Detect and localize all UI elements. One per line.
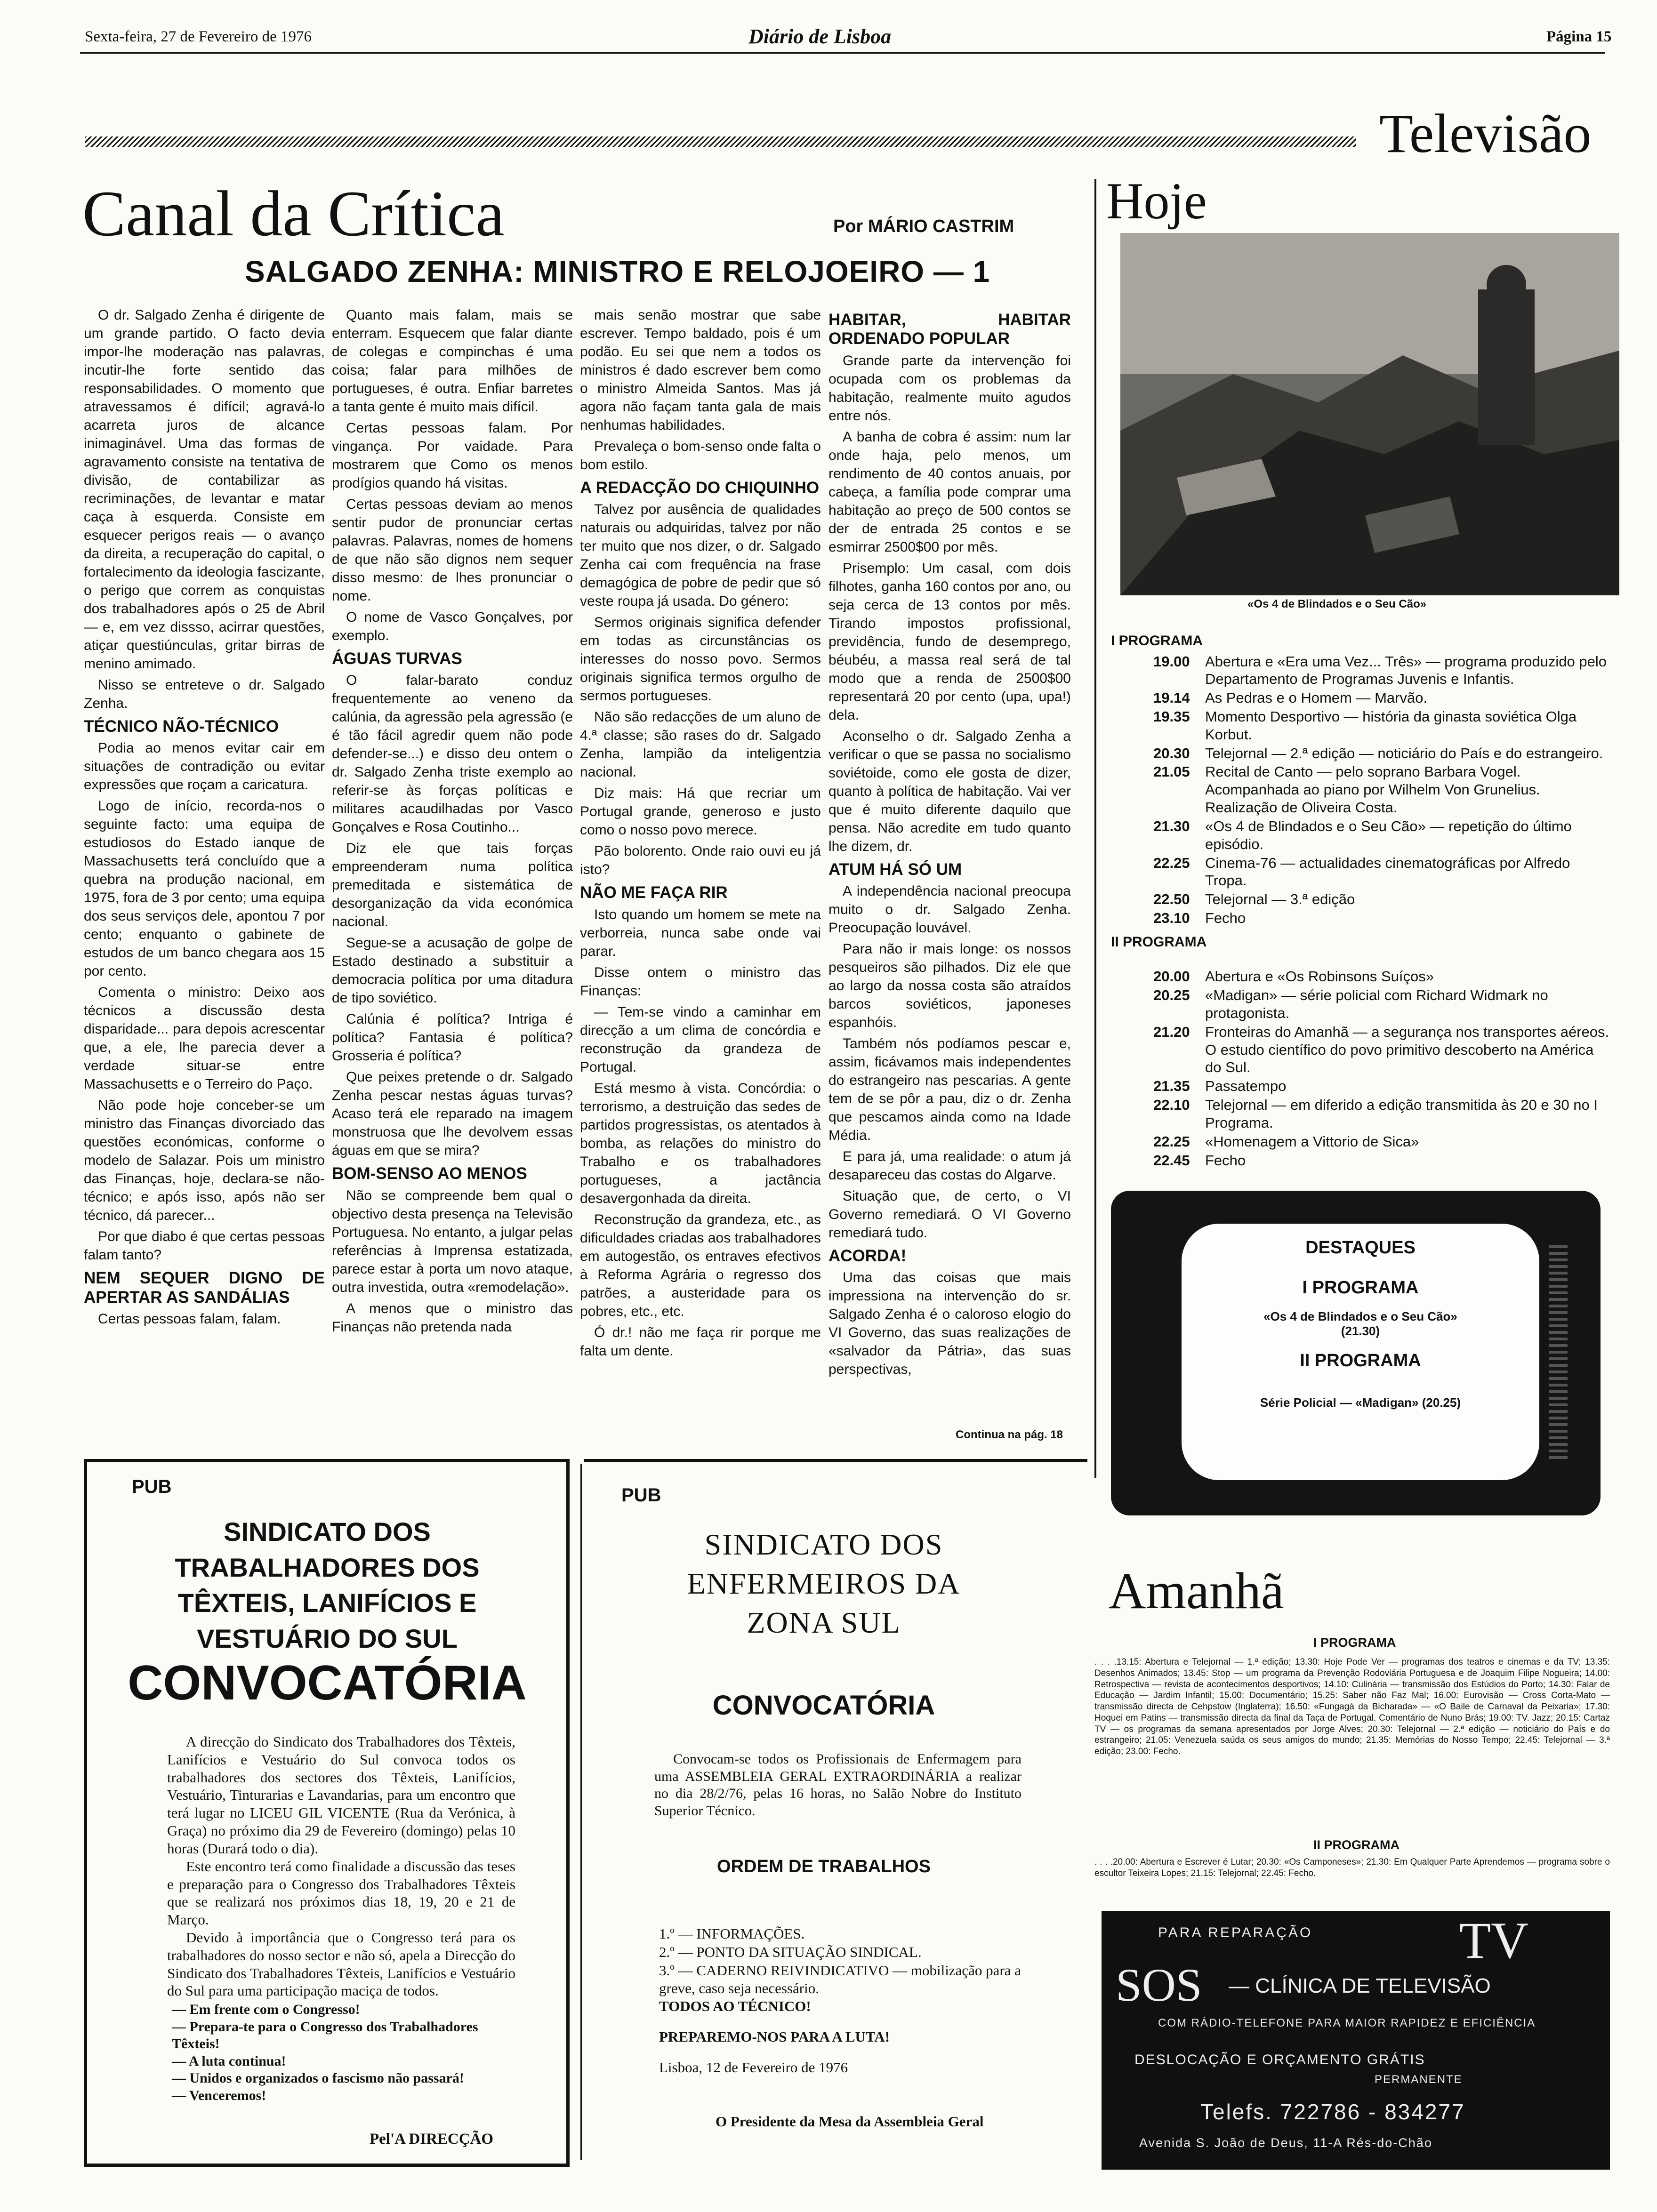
slogan: — Unidos e organizados o fascismo não passará!: [172, 2070, 464, 2086]
slogan: — A luta continua!: [172, 2053, 286, 2069]
paragraph: Também nós podíamos pescar e, assim, ficávamos mais independentes do estrangeiro nas pescarias. A gente tem de se pôr a pau, diz o dr. Zenha que pescamos ainda como na Idade Média.: [828, 1035, 1071, 1143]
schedule-row: [1153, 1096, 1610, 1132]
paragraph: Diz mais: Há que recriar um Portugal grande, generoso e justo como o nosso povo merece.: [580, 785, 821, 838]
header-rule: [80, 52, 1605, 54]
paragraph: Talvez por ausência de qualidades naturais ou adquiridas, talvez por não ter muito que nos dizer, o dr. Salgado Zenha cai com frequência na frase demagógica de pobre de pedir que só veste roupa já usada. Do género:: [580, 502, 821, 609]
paragraph: Prisemplo: Um casal, com dois filhotes, ganha 160 contos por ano, ou seja cerca de 13 contos por mês. Tirando impostos profissional, previdência, fundo de desemprego, béubéu, a massa real será de tal modo que a renda de 2500$00 representará 20 por cento (upa, upa!) dela.: [828, 560, 1071, 723]
schedule-programme: Momento Desportivo — história da ginasta soviética Olga Korbut.: [1205, 708, 1577, 743]
paragraph: Prevaleça o bom-senso onde falta o bom estilo.: [580, 439, 821, 473]
tomorrow-p1-label: I PROGRAMA: [1313, 1635, 1396, 1650]
textile-slogans: [172, 2001, 520, 2105]
schedule-programme: Telejornal — 2.ª edição — noticiário do País e do estrangeiro.: [1205, 745, 1603, 761]
nurses-ordem: ORDEM DE TRABALHOS: [717, 1857, 931, 1876]
subheading: A REDACÇÃO DO CHIQUINHO: [580, 479, 820, 497]
schedule-programme: Telejornal — 3.ª edição: [1205, 891, 1355, 908]
destaques-p1-time: (21.30): [1341, 1324, 1380, 1338]
slogan: — Prepara-te para o Congresso dos Trabalhadores Têxteis!: [172, 2019, 478, 2052]
paragraph: Reconstrução da grandeza, etc., as dificuldades criadas aos trabalhadores em autogestão, os entraves efectivos à Reforma Agrária o regresso dos patrões, a austeridade para os pobres, etc., etc.: [580, 1211, 821, 1319]
subheading: ACORDA!: [828, 1246, 907, 1265]
paragraph: Comenta o ministro: Deixo aos técnicos a discussão desta disparidade... para depois acrescentar que, a ele, lhe parecia dever a verdade situar-se entre Massachusetts e o Terreiro do Paço.: [84, 985, 325, 1092]
destaques-p2: II PROGRAMA: [1300, 1351, 1421, 1370]
article-column-3: [580, 306, 821, 1431]
repair-line4: DESLOCAÇÃO E ORÇAMENTO GRÁTIS: [1134, 2052, 1425, 2068]
schedule-time: 21.20: [1153, 1023, 1190, 1040]
nurses-pub: PUB: [621, 1485, 661, 1506]
paragraph: Pão bolorento. Onde raio ouvi eu já isto?: [580, 843, 821, 878]
schedule-programme: Telejornal — em diferido a edição transmitida às 20 e 30 no I Programa.: [1205, 1097, 1598, 1131]
repair-line1: PARA REPARAÇÃO: [1158, 1925, 1313, 1940]
programme-two-label: II PROGRAMA: [1111, 934, 1207, 950]
schedule-row: [1153, 745, 1610, 762]
paragraph: Uma das coisas que mais impressiona na intervenção do sr. Salgado Zenha é o caloroso elogio do VI Governo, das suas realizações de «salvador da Pátria», das suas perspectivas,: [828, 1270, 1071, 1377]
paragraph: Grande parte da intervenção foi ocupada com os problemas da habitação, realmente muito agudos entre nós.: [828, 353, 1071, 424]
paragraph: mais senão mostrar que sabe escrever. Tempo baldado, pois é um podão. Eu sei que nem a todos os ministros é dado escrever bem como o ministro Almeida Santos. Mas já agora não façam tanta gala de mais nenhumas habilidades.: [580, 307, 821, 433]
schedule-row: [1153, 1152, 1610, 1170]
schedule-time: 21.30: [1153, 817, 1190, 834]
schedule-programme: Fecho: [1205, 909, 1246, 926]
schedule-programme: Fecho: [1205, 1152, 1246, 1169]
schedule-time: 22.45: [1153, 1152, 1190, 1169]
paragraph: Certas pessoas deviam ao menos sentir pudor de pronunciar certas palavras. Palavras, nomes de homens de que não são dignos nem sequer disso mesmo: de lhes pronunciar o nome.: [332, 497, 573, 604]
schedule-time: 21.35: [1153, 1078, 1190, 1095]
paragraph: Certas pessoas falam. Por vingança. Por vaidade. Para mostrarem que Como os menos prodígios quando há visitas.: [332, 420, 573, 491]
nurses-top-rule: [584, 1459, 1087, 1462]
subheading: TÉCNICO NÃO-TÉCNICO: [84, 717, 279, 736]
paragraph: Podia ao menos evitar cair em situações de contradição ou evitar expressões que roçam a caricatura.: [84, 740, 325, 793]
textile-pub: PUB: [132, 1476, 172, 1497]
schedule-time: 22.10: [1153, 1097, 1190, 1114]
schedule-time: 22.50: [1153, 891, 1190, 908]
paragraph: Não se compreende bem qual o objectivo desta presença na Televisão Portuguesa. No entanto, a julgar pelas referências à Imprensa estatizada, parece estar à porta um novo ataque, outra investida, outra «remodelação».: [332, 1187, 573, 1295]
schedule-time: 21.05: [1153, 763, 1190, 780]
tv-repair-ad: [1102, 1911, 1610, 2170]
article-column-4: [828, 306, 1071, 1407]
schedule-time: 22.25: [1153, 1133, 1190, 1150]
slogan: — Em frente com o Congresso!: [172, 2002, 360, 2017]
paragraph: Aconselho o dr. Salgado Zenha a verificar o que se passa no socialismo soviétoide, como ele gosta de dizer, quanto à política de habitação. Vai ver que é muito diferente daquilo que pensa. Não acredite em tudo quanto lhe dizem, dr.: [828, 728, 1071, 854]
article-column-2: [332, 306, 573, 1431]
ad-divider: [580, 1464, 582, 2160]
repair-line3: COM RÁDIO-TELEFONE PARA MAIOR RAPIDEZ E EFICIÊNCIA: [1158, 2017, 1536, 2029]
textile-p1: A direcção do Sindicato dos Trabalhadores dos Têxteis, Lanifícios e Vestuário do Sul convoca todos os trabalhadores dos sectores dos Têxteis, Lanifícios, Vestuário, Tinturarias e Lavandarias, para um encontro que terá lugar no LICEU GIL VICENTE (Rua da Verónica, à Graça) no próximo dia 29 de Fevereiro (domingo) pelas 10 horas (Durará todo o dia).: [167, 1733, 515, 1857]
paragraph: E para já, uma realidade: o atum já desapareceu das costas do Algarve.: [828, 1148, 1071, 1183]
headline: SALGADO ZENHA: MINISTRO E RELOJOEIRO — 1: [245, 255, 990, 289]
programme-one-list: [1111, 653, 1610, 927]
photo-caption: «Os 4 de Blindados e o Seu Cão»: [1247, 598, 1427, 610]
rubric-title: Canal da Crítica: [82, 177, 505, 249]
nurses-p1: Convocam-se todos os Profissionais de Enfermagem para uma ASSEMBLEIA GERAL EXTRAORDINÁRIA a realizar no dia 28/2/76, pelas 16 horas, no Salão Nobre do Instituto Superior Técnico.: [654, 1751, 1022, 1819]
tomorrow-p1-text: . . . .13.15: Abertura e Telejornal — 1.ª edição; 13.30: Hoje Pode Ver — programas dos teatros e cinemas e da TV; 13.35: Desenhos Animados; 13.45: Stop — um programa da Prevenção Rodoviária Portuguesa e de Joaquim Filipe Nogueira; 14.00: Retrospectiva — revista de acontecimentos desportivos; 14.10: Culinária — transmissão dos Estúdios do Porto; 14.30: Falar de Educação — Jardim Infantil; 15.00: Documentário; 15.25: Saber não Faz Mal; 16.00: Eurovisão — Cross Corta-Mato — transmissão directa de Cehpstow (Inglaterra); 16.50: «Fungagá da Bicharada» — «O Baile de Carnaval da Peixaria»; 17.30: Hoquei em Patins — transmissão directa da final da Taça de Portugal. Comentário de Nuno Brás; 19.00: TV. Jazz; 20.15: Cartaz TV — os programas da semana apresentados por Jorge Alves; 20.30: Telejornal — 2.ª edição — noticiário do País e do estrangeiro; 21.05: Venezuela saúda os seus amigos do mundo; 21.35: Memórias do Nosso Tempo; 22.45: Telejornal — 3.ª edição; 23.00: Fecho.: [1094, 1657, 1610, 1756]
programme-one-label: I PROGRAMA: [1111, 633, 1203, 649]
paragraph: Nisso se entreteve o dr. Salgado Zenha.: [84, 677, 325, 711]
paragraph: Não são redacções de um aluno de 4.ª classe; são rases do dr. Salgado Zenha, lampião da inteligentzia nacional.: [580, 709, 821, 780]
schedule-time: 19.00: [1153, 653, 1190, 670]
paragraph: Segue-se a acusação de golpe de Estado destinado a substituir a democracia política por uma ditadura de tipo soviético.: [332, 935, 573, 1006]
textile-union-ad: [84, 1459, 570, 2167]
article-column-1: [84, 306, 325, 1431]
schedule-time: 19.35: [1153, 708, 1190, 725]
paragraph: O dr. Salgado Zenha é dirigente de um grande partido. O facto devia impor-lhe moderação nas palavras, incutir-lhe forte sentido das responsabilidades. O momento que atravessamos é difícil; agravá-lo acarreta juros de alcance inimaginável. Uma das formas de agravamento consiste na tentativa de divisão, de contabilizar as recriminações, de levantar e matar caça à esquerda. Consiste em esquecer perigos reais — o avanço da direita, a recuperação do capital, o fortalecimento da ideologia fascizante, o perigo que correm as conquistas dos trabalhadores após o 25 de Abril — e, em vez dissso, acirrar questões, atiçar questiúnculas, gritar birras de menino amimado.: [84, 307, 325, 672]
subheading: BOM-SENSO AO MENOS: [332, 1164, 527, 1183]
nurses-date: Lisboa, 12 de Fevereiro de 1976: [659, 2059, 848, 2076]
today-heading: Hoje: [1106, 172, 1207, 230]
textile-p2: Este encontro terá como finalidade a discussão das teses e preparação para o Congresso dos Trabalhadores Têxteis que se realizará nos próximos dias 18, 19, 20 e 21 de Março.: [167, 1858, 515, 1928]
destaques-p1: I PROGRAMA: [1302, 1278, 1419, 1298]
nurses-items: [659, 1925, 1031, 1998]
paragraph: Sermos originais significa defender em todas as circunstâncias os interesses do nosso povo. Sermos originais significa termos orgulho de sermos portugueses.: [580, 615, 821, 704]
schedule-programme: Recital de Canto — pelo soprano Barbara Vogel. Acompanhada ao piano por Wilhelm Von Grunelius. Realização de Oliveira Costa.: [1205, 763, 1540, 816]
textile-org: SINDICATO DOS TRABALHADORES DOS TÊXTEIS, LANIFÍCIOS E VESTUÁRIO DO SUL: [175, 1517, 480, 1653]
page-number: Página 15: [1546, 28, 1612, 45]
schedule-row: [1153, 763, 1610, 816]
schedule-programme: Abertura e «Era uma Vez... Três» — programa produzido pelo Departamento de Programas Juvenis e Infantis.: [1205, 653, 1607, 688]
paragraph: Está mesmo à vista. Concórdia: o terrorismo, a destruição das sedes de partidos progressistas, os atentados à bomba, as relações do ministro do Trabalho e os trabalhadores portugueses, a jactância desavergonhada da direita.: [580, 1080, 821, 1206]
schedule-programme: Passatempo: [1205, 1078, 1287, 1095]
schedule-row: [1153, 1133, 1610, 1151]
schedule-row: [1153, 1077, 1610, 1095]
agenda-item: 1.º — INFORMAÇÕES.: [659, 1925, 805, 1942]
schedule-row: [1153, 689, 1610, 707]
subheading: ÁGUAS TURVAS: [332, 649, 462, 668]
nurses-sign: O Presidente da Mesa da Assembleia Geral: [716, 2113, 984, 2130]
paragraph: Para não ir mais longe: os nossos pesqueiros são pilhados. Diz ele que ao largo da nossa costa são atraídos barcos soviéticos, japoneses espanhóis.: [828, 941, 1071, 1030]
schedule-time: 19.14: [1153, 689, 1190, 706]
schedule-programme: Abertura e «Os Robinsons Suíços»: [1205, 968, 1434, 985]
schedule-time: 20.25: [1153, 987, 1190, 1004]
repair-sos: SOS: [1116, 1959, 1202, 2011]
nurses-s2: PREPAREMO-NOS PARA A LUTA!: [659, 2028, 890, 2045]
paragraph: Não pode hoje conceber-se um ministro das Finanças divorciado das questões económicas, conforme o modelo de Salazar. Pois um ministro das Finanças, hoje, declara-se não-técnico; e após isso, após não ser técnico, dá parecer...: [84, 1098, 325, 1224]
paragraph: A independência nacional preocupa muito o dr. Salgado Zenha. Preocupação louvável.: [828, 883, 1071, 936]
schedule-row: [1153, 854, 1610, 890]
hatch-band: [85, 136, 1356, 147]
paragraph: Situação que, de certo, o VI Governo remediará. O VI Governo remediará tudo.: [828, 1188, 1071, 1241]
schedule-programme: Fronteiras do Amanhã — a segurança nos transportes aéreos. O estudo científico do povo primitivo descoberto na América do Sul.: [1205, 1023, 1609, 1076]
schedule-time: 20.30: [1153, 745, 1190, 761]
tv-still-photo: [1120, 233, 1619, 595]
paragraph: Isto quando um homem se mete na verborreia, nunca sabe onde vai parar.: [580, 906, 821, 959]
issue-date: Sexta-feira, 27 de Fevereiro de 1976: [85, 28, 312, 45]
paragraph: Logo de início, recorda-nos o seguinte facto: uma equipa de estudiosos do Estado ianque de Massachusetts terá concluído que a quebra na produção nacional, em 1975, fora de 3 por cento; uma equipa dos seus serviços dele, apontou 7 por cento; enquanto o gabinete de estudos de um banco chegara aos 15 por cento.: [84, 798, 325, 979]
programme-two-list: [1111, 968, 1610, 1169]
subheading: HABITAR, HABITAR ORDENADO POPULAR: [828, 311, 1071, 348]
today-schedule: [1111, 626, 1610, 1170]
nurses-org: SINDICATO DOS ENFERMEIROS DA ZONA SUL: [687, 1528, 961, 1640]
schedule-row: [1153, 1023, 1610, 1076]
schedule-programme: As Pedras e o Homem — Marvão.: [1205, 689, 1428, 706]
repair-clinic: — CLÍNICA DE TELEVISÃO: [1229, 1974, 1491, 1997]
continued-note: Continua na pág. 18: [956, 1428, 1063, 1441]
paragraph: O nome de Vasco Gonçalves, por exemplo.: [332, 609, 573, 643]
repair-address: Avenida S. João de Deus, 11-A Rés-do-Chão: [1139, 2136, 1432, 2150]
tomorrow-heading: Amanhã: [1109, 1562, 1284, 1619]
subheading: ATUM HÁ SÓ UM: [828, 860, 962, 879]
subheading: NEM SEQUER DIGNO DE APERTAR AS SANDÁLIAS: [84, 1269, 325, 1306]
paragraph: Diz ele que tais forças empreenderam numa política premeditada e sistemática de desorganização da vida económica nacional.: [332, 841, 573, 930]
schedule-programme: «Os 4 de Blindados e o Seu Cão» — repetição do último episódio.: [1205, 817, 1572, 852]
paragraph: Por que diabo é que certas pessoas falam tanto?: [84, 1229, 325, 1263]
agenda-item: 2.º — PONTO DA SITUAÇÃO SINDICAL.: [659, 1943, 922, 1960]
textile-title: CONVOCATÓRIA: [128, 1656, 527, 1710]
destaques-title: DESTAQUES: [1305, 1238, 1416, 1258]
paragraph: — Tem-se vindo a caminhar em direcção a um clima de concórdia e reconstrução da grandeza de Portugal.: [580, 1004, 821, 1075]
nurses-s1: TODOS AO TÉCNICO!: [659, 1998, 811, 2014]
schedule-time: 22.25: [1153, 854, 1190, 871]
schedule-row: [1153, 708, 1610, 744]
schedule-time: 23.10: [1153, 909, 1190, 926]
paragraph: A banha de cobra é assim: num lar onde haja, pelo menos, um rendimento de 40 contos anuais, por cabeça, a família pode comprar uma habitação ao preço de 500 contos se der de entrada 25 contos e se esmirrar 2500$00 por mês.: [828, 429, 1071, 555]
tomorrow-p2-text: . . . .20.00: Abertura e Escrever é Lutar; 20.30: «Os Camponeses»; 21.30: Em Qualquer Parte Aprendemos — programa sobre o escultor Teixeira Lopes; 21.15: Telejornal; 22.45: Fecho.: [1094, 1857, 1610, 1878]
paragraph: Disse ontem o ministro das Finanças:: [580, 964, 821, 999]
schedule-row: [1153, 986, 1610, 1022]
paragraph: Que peixes pretende o dr. Salgado Zenha pescar nestas águas turvas? Acaso terá ele reparado na imagem monstruosa que lhe devolvem essas águas em que se mira?: [332, 1069, 573, 1159]
destaques-p1-item: «Os 4 de Blindados e o Seu Cão»: [1263, 1309, 1457, 1323]
paragraph: Certas pessoas falam, falam.: [98, 1311, 281, 1327]
paragraph: Quanto mais falam, mais se enterram. Esquecem que falar diante de colegas e compinchas é uma coisa; falar para milhões de portugueses, é outra. Enfiar barretes a tanta gente é muito mais difícil.: [332, 307, 573, 415]
masthead: Diário de Lisboa: [748, 25, 892, 48]
schedule-row: [1153, 968, 1610, 986]
schedule-row: [1153, 817, 1610, 853]
textile-p3: Devido à importância que o Congresso terá para os trabalhadores do nosso sector e não só, apela a Direcção do Sindicato dos Trabalhadores Têxteis, Lanifícios e Vestuário do Sul para uma participação maciça de todos.: [167, 1929, 515, 1999]
byline: Por MÁRIO CASTRIM: [833, 216, 1014, 236]
schedule-programme: «Homenagem a Vittorio de Sica»: [1205, 1133, 1419, 1150]
repair-tv: TV: [1459, 1912, 1528, 1969]
textile-sign: Pel'A DIRECÇÃO: [370, 2131, 494, 2148]
section-title: Televisão: [1379, 103, 1592, 164]
schedule-programme: «Madigan» — série policial com Richard Widmark no protagonista.: [1205, 987, 1548, 1021]
textile-body: [167, 1733, 515, 2000]
paragraph: A menos que o ministro das Finanças não pretenda nada: [332, 1300, 573, 1335]
repair-line5: PERMANENTE: [1375, 2073, 1463, 2086]
paragraph: O falar-barato conduz frequentemente ao veneno da calúnia, da agressão pela agressão (e é tão fácil agredir quem não pode defender-se...) e disso deu ontem o dr. Salgado Zenha triste exemplo ao referir-se às forças políticas e militares acaudilhadas por Vasco Gonçalves e Rosa Coutinho...: [332, 673, 573, 835]
schedule-programme: Cinema-76 — actualidades cinematográficas por Alfredo Tropa.: [1205, 854, 1570, 889]
destaques-p2-item: Série Policial — «Madigan» (20.25): [1260, 1395, 1461, 1410]
paragraph: Calúnia é política? Intriga é política? Fantasia é política? Grosseria é política?: [332, 1011, 573, 1064]
column-divider: [1094, 179, 1096, 1478]
schedule-row: [1153, 909, 1610, 927]
repair-phones: Telefs. 722786 - 834277: [1200, 2100, 1465, 2124]
slogan: — Venceremos!: [172, 2087, 266, 2103]
nurses-title: CONVOCATÓRIA: [712, 1690, 935, 1721]
schedule-row: [1153, 653, 1610, 689]
destaques-screen: [1182, 1224, 1539, 1480]
agenda-item: 3.º — CADERNO REIVINDICATIVO — mobilização para a greve, caso seja necessário.: [659, 1962, 1021, 1997]
nurses-union-ad: [584, 1459, 1094, 2160]
schedule-time: 20.00: [1153, 968, 1190, 985]
subheading: NÃO ME FAÇA RIR: [580, 883, 728, 902]
schedule-row: [1153, 890, 1610, 908]
tv-speaker-grille: [1549, 1242, 1568, 1459]
paragraph: Ó dr.! não me faça rir porque me falta um dente.: [580, 1324, 821, 1359]
tomorrow-p2-label: II PROGRAMA: [1313, 1838, 1400, 1852]
